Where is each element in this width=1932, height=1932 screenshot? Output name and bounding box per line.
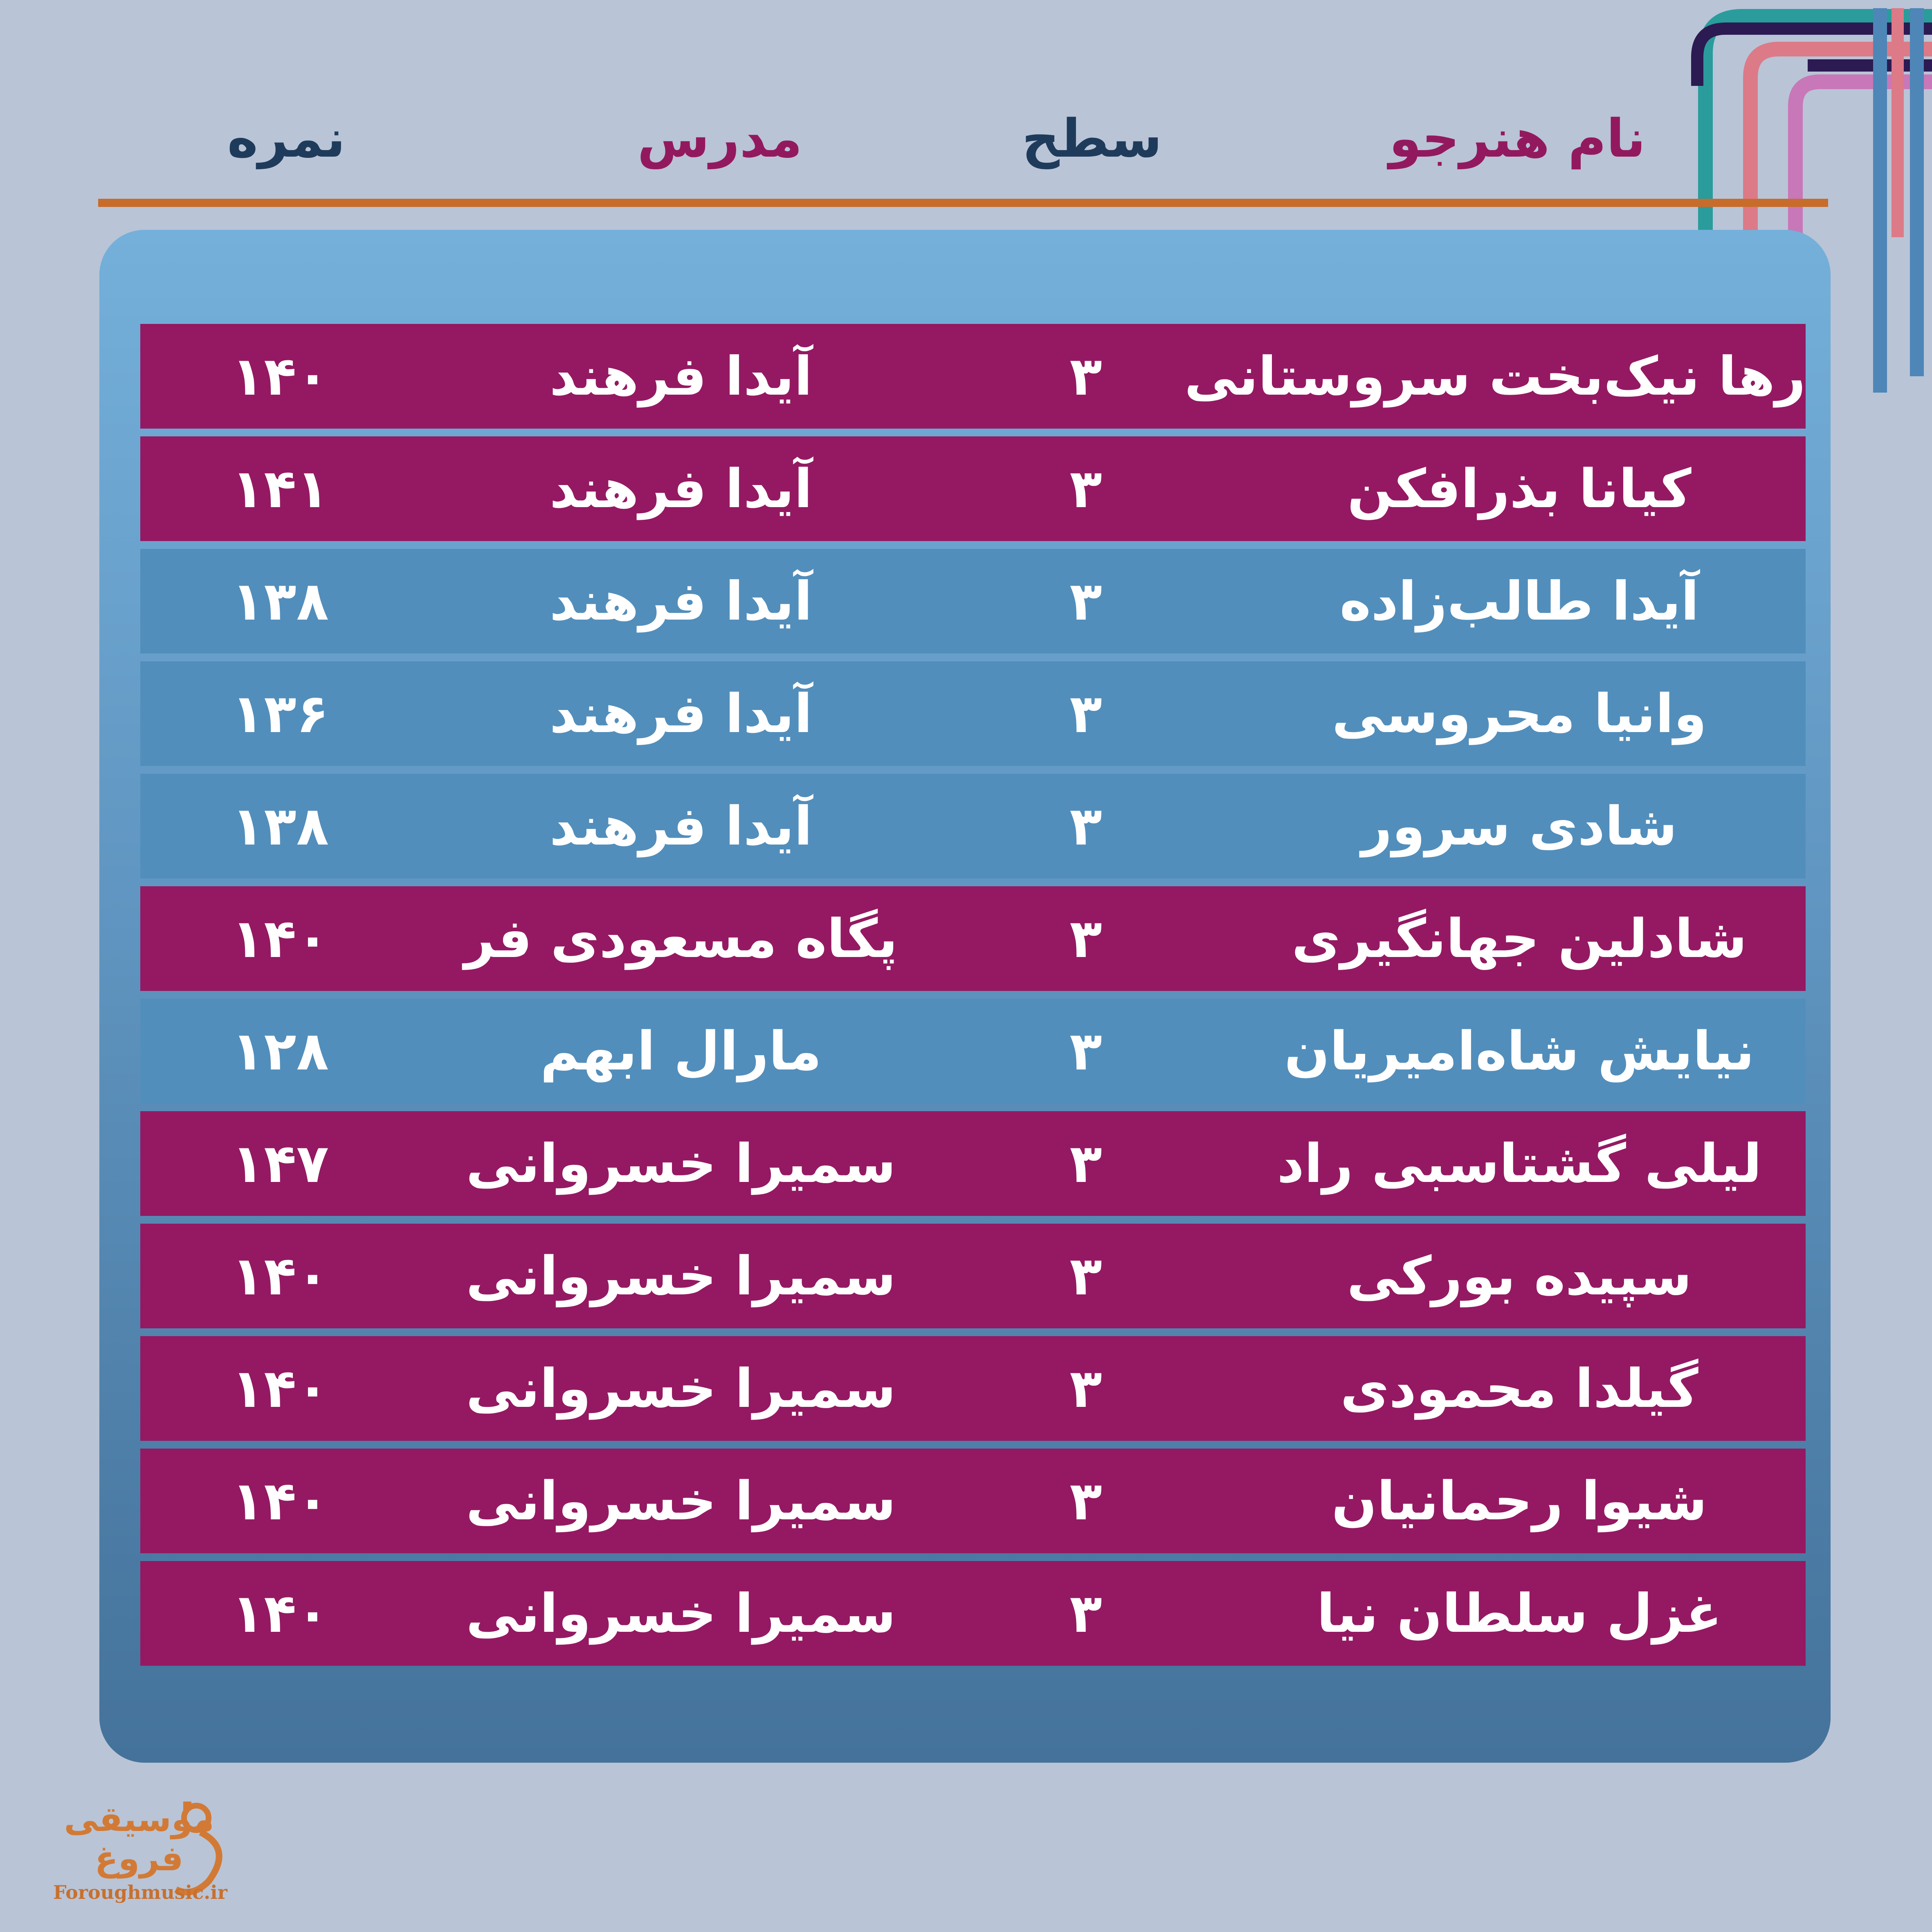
student-name: لیلی گشتاسبی راد <box>1277 1132 1762 1195</box>
logo-wordmark <box>61 1799 217 1878</box>
teacher-name: سمیرا خسروانی <box>466 1470 896 1532</box>
grade-value: ۱۴۰ <box>231 1470 329 1532</box>
student-level: ۳ <box>1069 1132 1102 1195</box>
table-row <box>140 1336 1806 1441</box>
student-name: وانیا محروسی <box>1332 683 1707 745</box>
table-row <box>140 324 1806 429</box>
student-level: ۳ <box>1069 458 1102 520</box>
student-name: شیوا رحمانیان <box>1331 1470 1707 1532</box>
logo-line-music: موسیقی <box>64 1799 214 1839</box>
teacher-name: آیدا فرهند <box>549 345 813 407</box>
teacher-name: آیدا فرهند <box>549 458 813 520</box>
table-row <box>140 1224 1806 1328</box>
table-row <box>140 1111 1806 1216</box>
student-level: ۳ <box>1069 795 1102 857</box>
table-row <box>140 886 1806 991</box>
header-grade: نمره <box>227 108 346 169</box>
student-name: سپیده بورکی <box>1347 1245 1692 1307</box>
grade-value: ۱۴۰ <box>231 345 329 407</box>
student-name: گیلدا محمودی <box>1340 1357 1698 1420</box>
teacher-name: مارال ابهم <box>540 1020 822 1082</box>
teacher-name: سمیرا خسروانی <box>466 1245 896 1307</box>
teacher-name: آیدا فرهند <box>549 683 813 745</box>
grade-value: ۱۴۷ <box>231 1132 329 1195</box>
grade-value: ۱۴۰ <box>231 1582 329 1644</box>
header-student-name: نام هنرجو <box>1389 108 1646 169</box>
student-level: ۳ <box>1069 1582 1102 1644</box>
student-level: ۳ <box>1069 1020 1102 1082</box>
table-row <box>140 774 1806 878</box>
student-name: رها نیک‌بخت سروستانی <box>1184 345 1806 407</box>
teacher-name: آیدا فرهند <box>549 795 813 857</box>
table-row <box>140 1561 1806 1666</box>
header-divider <box>98 199 1828 207</box>
grade-value: ۱۳۸ <box>231 570 329 632</box>
grade-value: ۱۴۰ <box>231 1245 329 1307</box>
grade-value: ۱۳۶ <box>231 683 329 745</box>
student-level: ۳ <box>1069 1470 1102 1532</box>
table-row <box>140 436 1806 541</box>
table-row <box>140 661 1806 766</box>
teacher-name: آیدا فرهند <box>549 570 813 632</box>
grade-value: ۱۲۸ <box>231 1020 329 1082</box>
student-level: ۳ <box>1069 570 1102 632</box>
teacher-name: سمیرا خسروانی <box>466 1357 896 1420</box>
grade-value: ۱۴۱ <box>231 458 329 520</box>
student-level: ۳ <box>1069 1357 1102 1420</box>
student-name: آیدا طالب‌زاده <box>1339 570 1699 632</box>
student-level: ۳ <box>1069 683 1102 745</box>
student-name: شادی سرور <box>1361 795 1678 857</box>
table-row <box>140 999 1806 1103</box>
student-name: کیانا بذرافکن <box>1347 458 1692 520</box>
student-level: ۳ <box>1069 345 1102 407</box>
header-teacher: مدرس <box>637 108 802 169</box>
table-header <box>0 0 1932 192</box>
grade-value: ۱۳۸ <box>231 795 329 857</box>
student-name: غزل سلطان نیا <box>1316 1582 1722 1644</box>
grade-value: ۱۴۰ <box>231 1357 329 1420</box>
student-name: نیایش شاه‌امیریان <box>1284 1020 1755 1082</box>
table-row <box>140 1449 1806 1553</box>
logo-line-forough: فروغ <box>94 1838 184 1878</box>
teacher-name: سمیرا خسروانی <box>466 1132 896 1195</box>
table-row <box>140 549 1806 654</box>
header-level: سطح <box>1022 108 1162 169</box>
student-level: ۳ <box>1069 908 1102 970</box>
student-name: شادلین جهانگیری <box>1292 908 1747 970</box>
results-panel <box>99 230 1831 1763</box>
teacher-name: پگاه مسعودی فر <box>464 908 898 970</box>
grade-value: ۱۴۰ <box>231 908 329 970</box>
teacher-name: سمیرا خسروانی <box>466 1582 896 1644</box>
logo-url[interactable]: Foroughmusic.ir <box>53 1881 228 1903</box>
student-level: ۳ <box>1069 1245 1102 1307</box>
